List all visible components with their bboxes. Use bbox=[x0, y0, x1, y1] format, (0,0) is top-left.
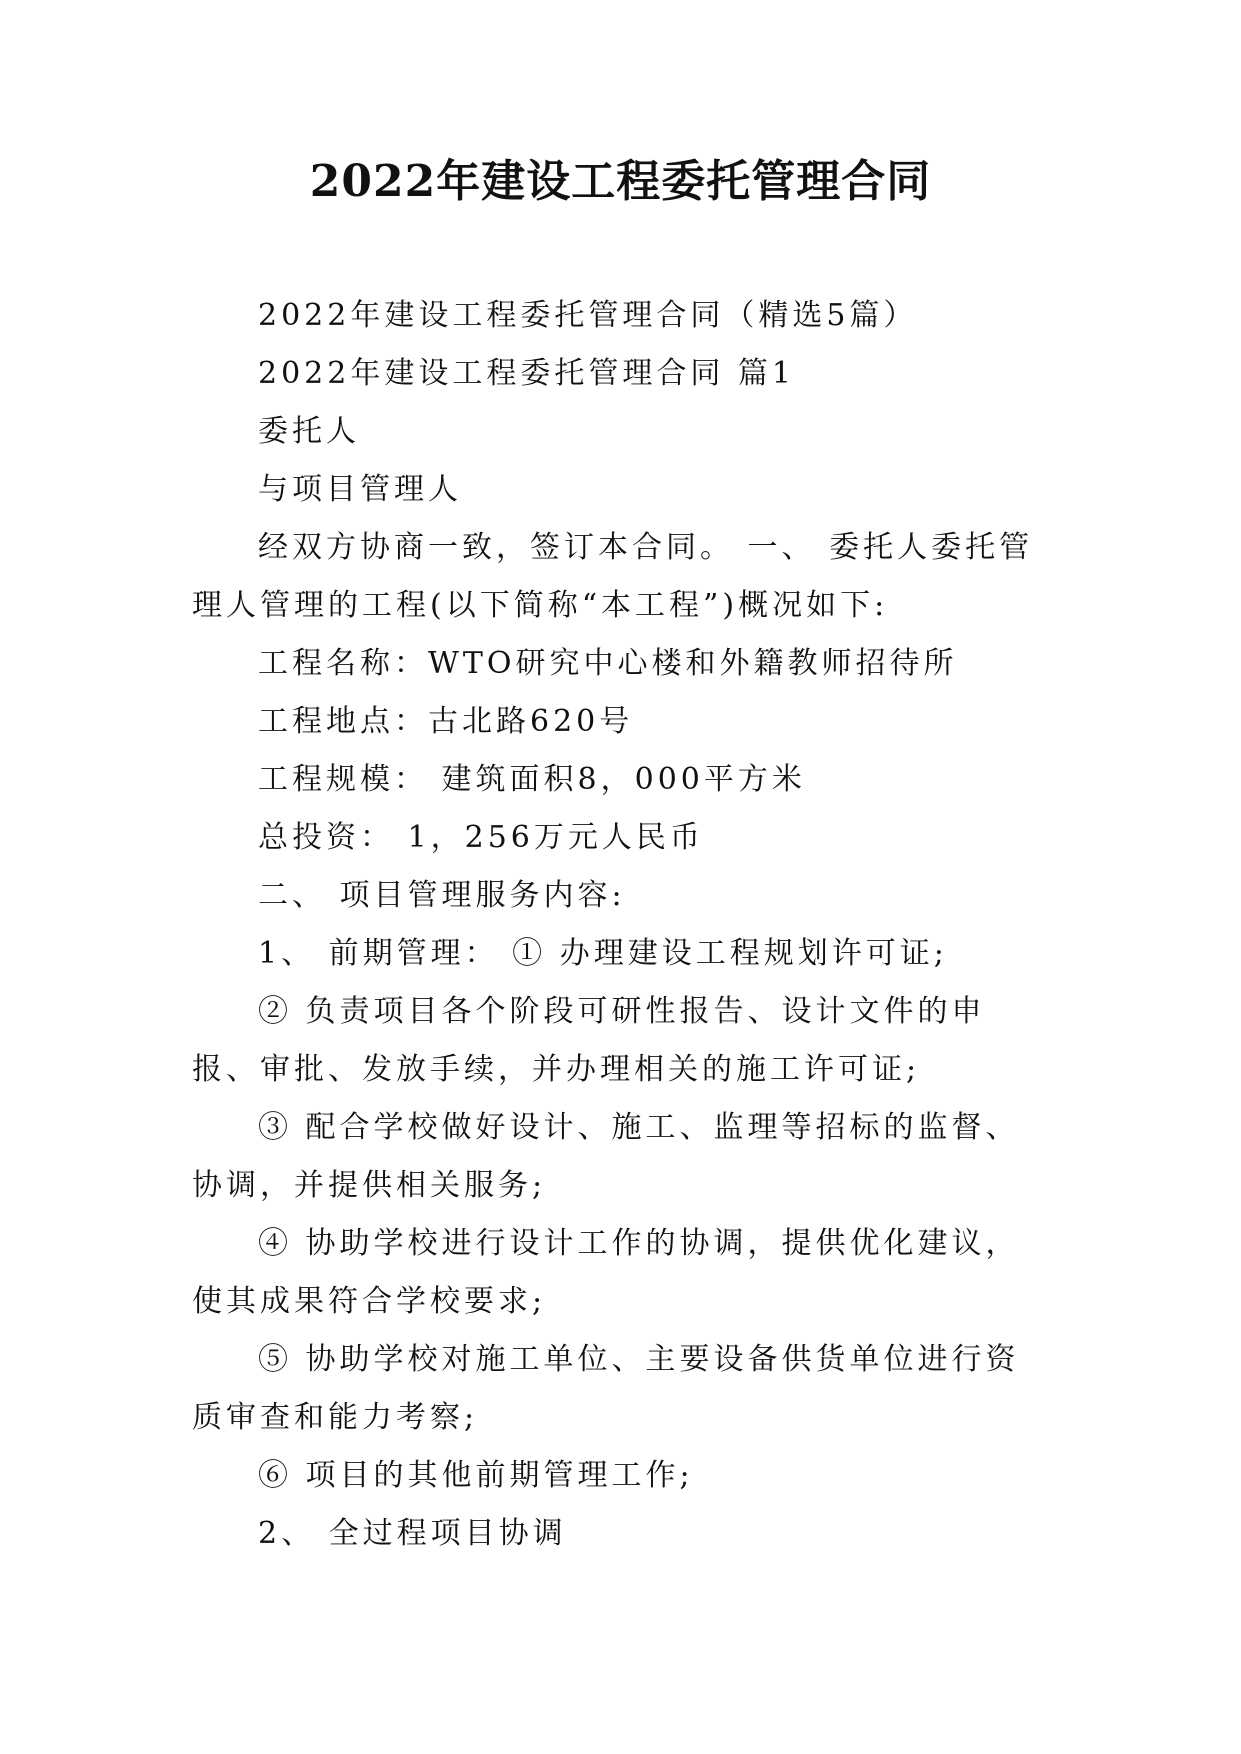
paragraph-item-5: ⑤ 协助学校对施工单位、主要设备供货单位进行资质审查和能力考察; bbox=[192, 1342, 1020, 1435]
paragraph-project-location: 工程地点：古北路620号 bbox=[258, 704, 634, 739]
paragraph-item-3: ③ 配合学校做好设计、施工、监理等招标的监督、协调，并提供相关服务; bbox=[192, 1110, 1020, 1203]
document-body bbox=[192, 287, 1050, 1563]
paragraph-agreement-intro: 经双方协商一致，签订本合同。 一、 委托人委托管理人管理的工程(以下简称“本工程”)概况如下: bbox=[192, 530, 1034, 623]
paragraph-collection-heading: 2022年建设工程委托管理合同（精选5篇） bbox=[258, 298, 918, 333]
paragraph-principal: 委托人 bbox=[258, 414, 360, 449]
paragraph-item-4: ④ 协助学校进行设计工作的协调，提供优化建议，使其成果符合学校要求; bbox=[192, 1226, 1020, 1319]
paragraph-services-heading: 二、 项目管理服务内容: bbox=[258, 878, 626, 913]
paragraph-item-2: ② 负责项目各个阶段可研性报告、设计文件的申报、审批、发放手续，并办理相关的施工许可证; bbox=[192, 994, 986, 1087]
paragraph-project-scale: 工程规模： 建筑面积8，000平方米 bbox=[258, 762, 806, 797]
document-title: 2022年建设工程委托管理合同 bbox=[309, 156, 932, 207]
paragraph-preliminary-management: 1、 前期管理： ① 办理建设工程规划许可证; bbox=[258, 936, 948, 971]
paragraph-article-heading: 2022年建设工程委托管理合同 篇1 bbox=[258, 356, 795, 391]
paragraph-total-investment: 总投资： 1，256万元人民币 bbox=[258, 820, 704, 855]
paragraph-project-manager: 与项目管理人 bbox=[258, 472, 462, 507]
paragraph-project-name: 工程名称：WTO研究中心楼和外籍教师招待所 bbox=[258, 646, 958, 681]
paragraph-coordination: 2、 全过程项目协调 bbox=[258, 1516, 567, 1551]
paragraph-item-6: ⑥ 项目的其他前期管理工作; bbox=[258, 1458, 694, 1493]
